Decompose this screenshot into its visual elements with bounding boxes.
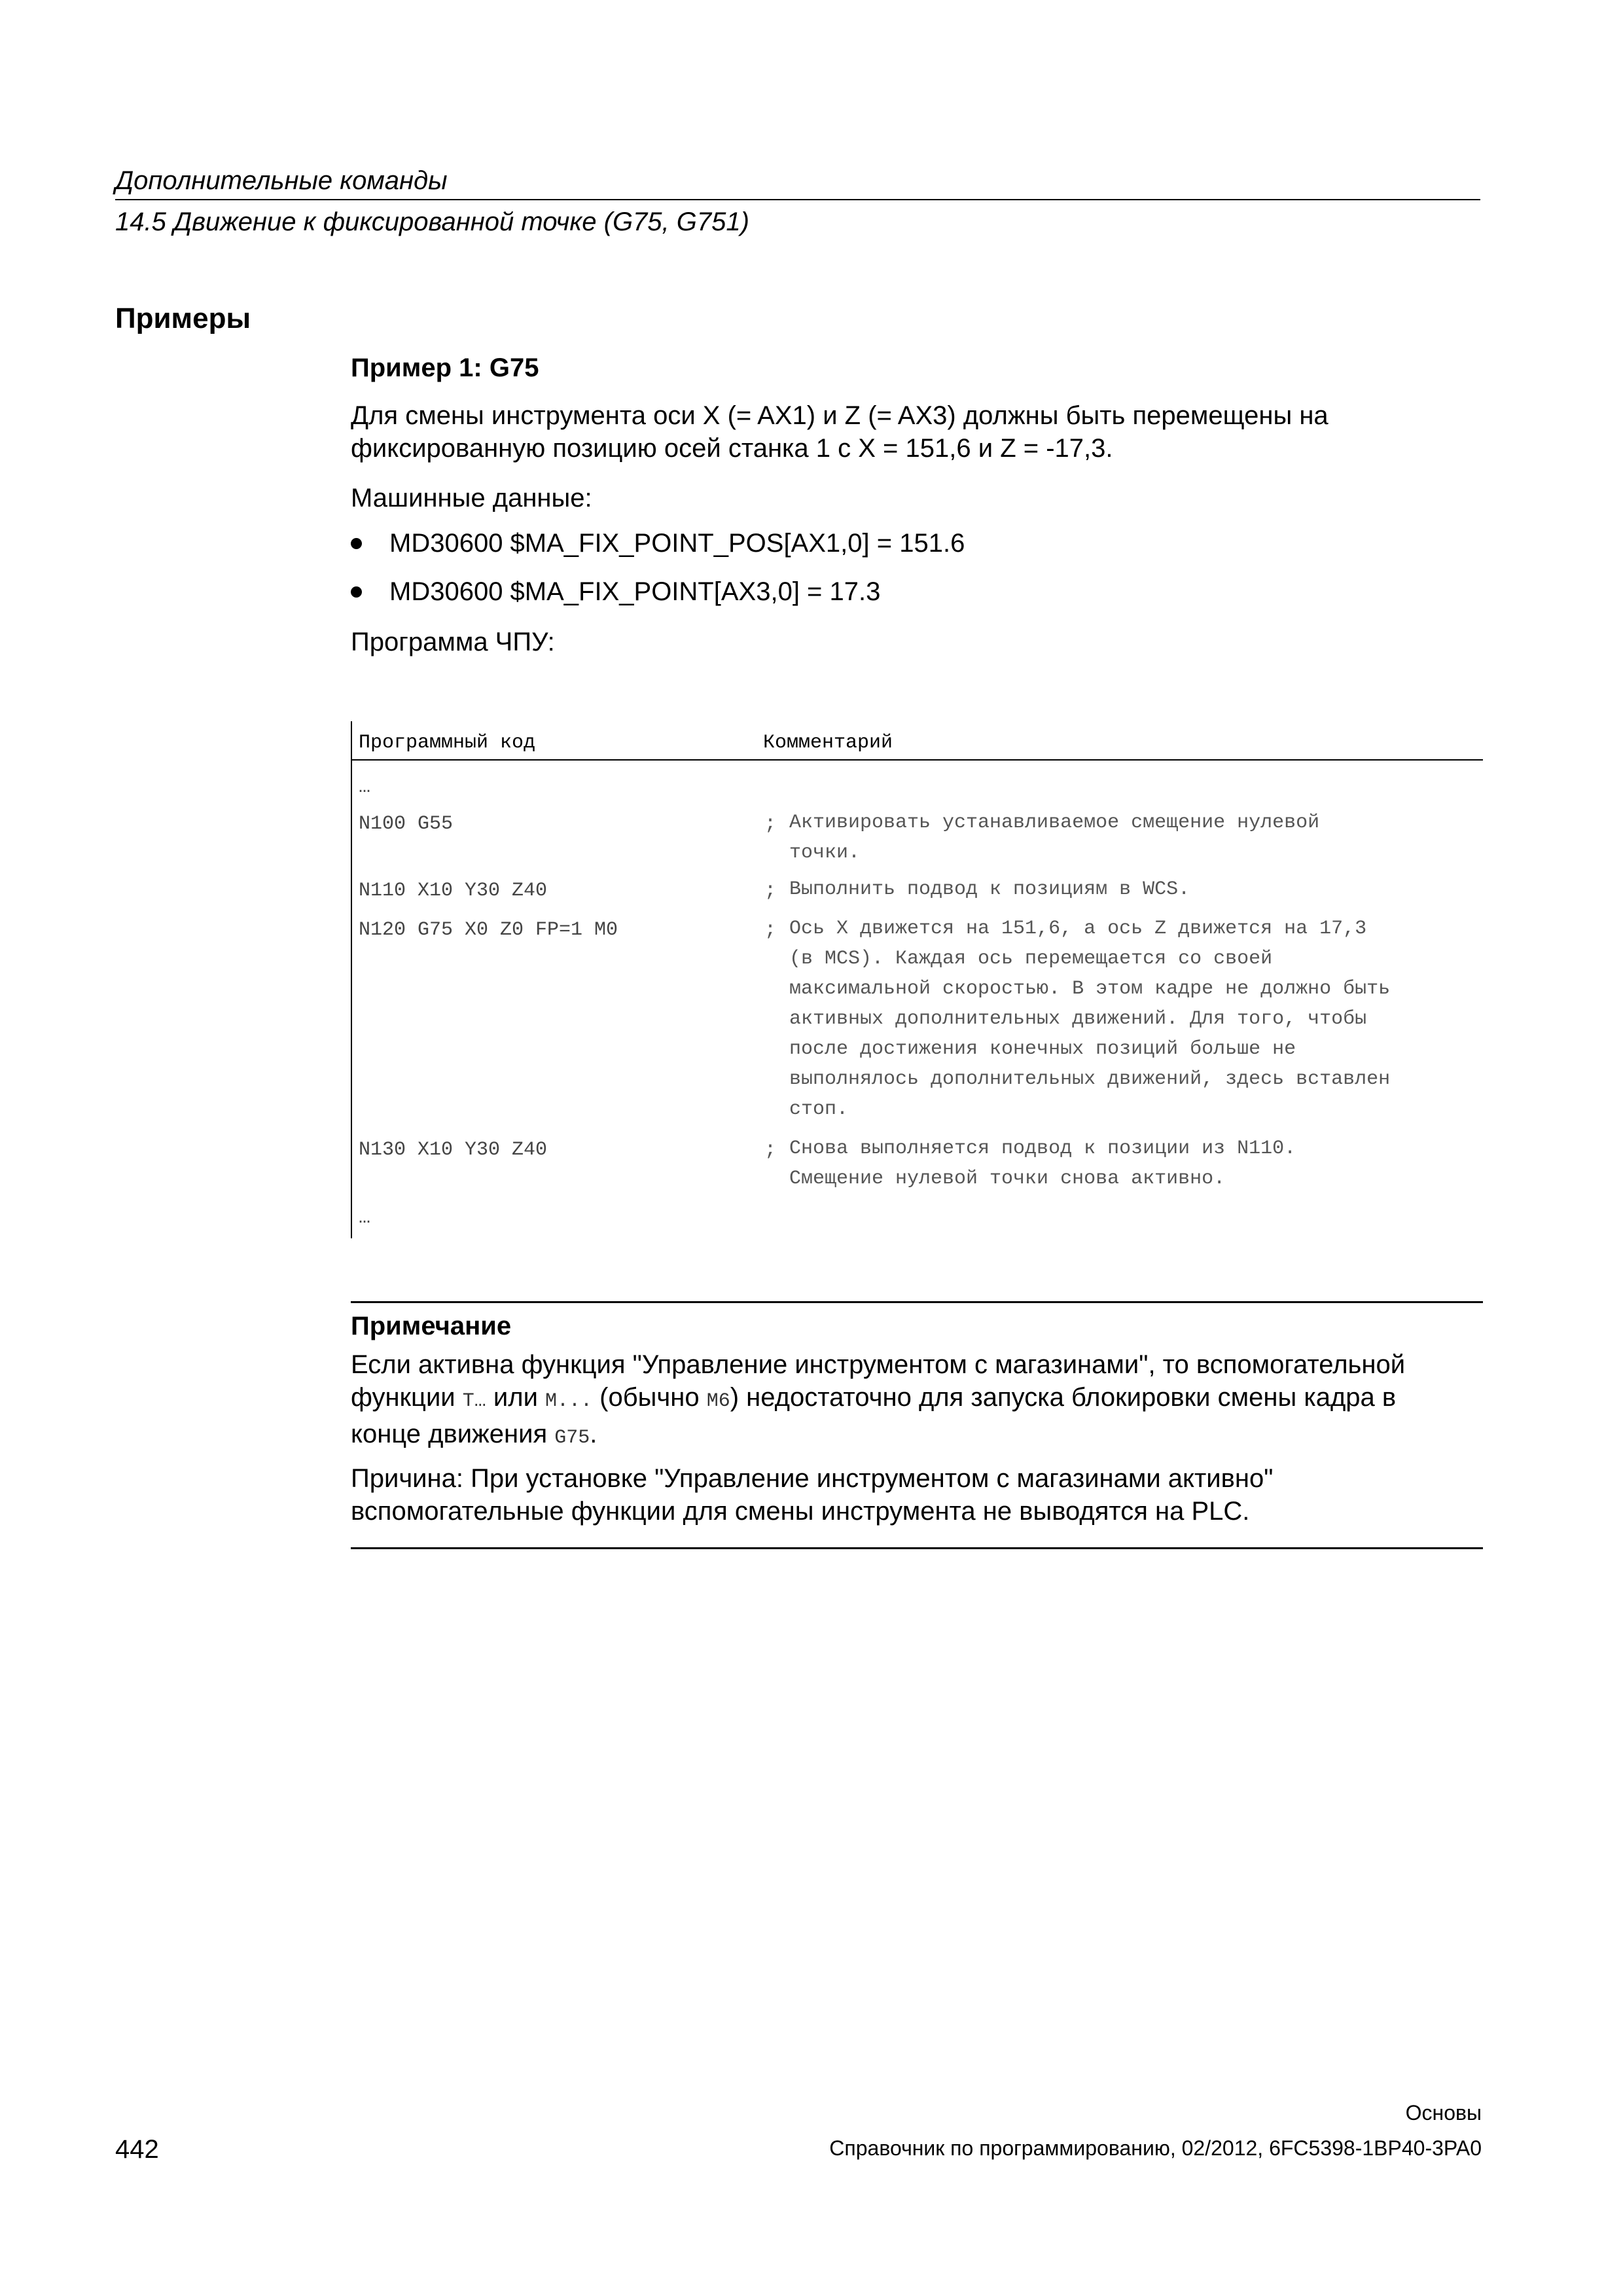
intro-paragraph bbox=[351, 399, 1489, 465]
page-number: 442 bbox=[115, 2135, 159, 2164]
code-line: N110 X10 Y30 Z40 bbox=[359, 880, 548, 902]
comment-line: Активировать устанавливаемое смещение нулевой bbox=[789, 812, 1320, 834]
comment-marker: ; bbox=[764, 880, 777, 902]
bullet-icon bbox=[351, 538, 362, 549]
comment-marker: ; bbox=[764, 1139, 777, 1161]
bullet-text: MD30600 $MA_FIX_POINT_POS[AX1,0] = 151.6 bbox=[389, 529, 965, 558]
code-comment bbox=[789, 914, 1390, 1124]
note-line: вспомогательные функции для смены инструмента не выводятся на PLC. bbox=[351, 1497, 1250, 1526]
note-line: Если активна функция "Управление инструментом с магазинами", то вспомогательной bbox=[351, 1350, 1406, 1379]
chapter-title: Дополнительные команды bbox=[115, 166, 448, 195]
code-line: N130 X10 Y30 Z40 bbox=[359, 1139, 548, 1161]
code-line: … bbox=[359, 776, 371, 798]
code-column-header: Программный код bbox=[359, 732, 536, 754]
list-item bbox=[351, 529, 965, 558]
note-line: Причина: При установке "Управление инструментом с магазинами активно" bbox=[351, 1464, 1274, 1493]
code-comment bbox=[789, 1134, 1296, 1194]
program-label: Программа ЧПУ: bbox=[351, 628, 555, 656]
example-title: Пример 1: G75 bbox=[351, 353, 539, 382]
note-title: Примечание bbox=[351, 1312, 512, 1340]
comment-marker: ; bbox=[764, 813, 777, 835]
code-table bbox=[351, 721, 1483, 1238]
section-title: 14.5 Движение к фиксированной точке (G75, G751) bbox=[115, 207, 749, 236]
code-line: N100 G55 bbox=[359, 813, 454, 835]
code-comment bbox=[789, 874, 1190, 905]
comment-line: после достижения конечных позиций больше не bbox=[789, 1038, 1296, 1060]
code-line: … bbox=[359, 1207, 371, 1229]
code-line: N120 G75 X0 Z0 FP=1 M0 bbox=[359, 919, 618, 941]
code-table-header-divider bbox=[351, 759, 1483, 761]
code-comment bbox=[789, 808, 1319, 868]
intro-line-2: фиксированную позицию осей станка 1 с X = 151,6 и Z = -17,3. bbox=[351, 434, 1113, 463]
comment-line: стоп. bbox=[789, 1098, 849, 1121]
intro-line-1: Для смены инструмента оси X (= AX1) и Z (= AX3) должны быть перемещены на bbox=[351, 401, 1329, 430]
note-bottom-divider bbox=[351, 1547, 1483, 1549]
note-line: функции T… или M... (обычно M6) недостаточно для запуска блокировки смены кадра в bbox=[351, 1383, 1397, 1412]
note-paragraph-1 bbox=[351, 1348, 1489, 1454]
note-paragraph-2 bbox=[351, 1462, 1489, 1528]
comment-line: (в MCS). Каждая ось перемещается со своей bbox=[789, 948, 1273, 970]
footer-book-title: Основы bbox=[1405, 2101, 1482, 2125]
page-heading: Примеры bbox=[115, 302, 251, 334]
comment-line: Ось X движется на 151,6, а ось Z движется на 17,3 bbox=[789, 918, 1367, 940]
header-divider bbox=[115, 199, 1480, 200]
comment-line: Выполнить подвод к позициям в WCS. bbox=[789, 878, 1190, 901]
comment-column-header: Комментарий bbox=[763, 732, 893, 754]
machine-data-label: Машинные данные: bbox=[351, 484, 592, 512]
comment-marker: ; bbox=[764, 919, 777, 941]
comment-line: максимальной скоростью. В этом кадре не должно быть bbox=[789, 978, 1391, 1000]
comment-line: Снова выполняется подвод к позиции из N110. bbox=[789, 1138, 1296, 1160]
bullet-icon bbox=[351, 586, 362, 598]
footer-reference: Справочник по программированию, 02/2012, 6FC5398-1BP40-3PA0 bbox=[829, 2136, 1482, 2160]
comment-line: активных дополнительных движений. Для того, чтобы bbox=[789, 1008, 1367, 1030]
code-table-left-border bbox=[351, 721, 352, 1238]
note-top-divider bbox=[351, 1301, 1483, 1303]
comment-line: точки. bbox=[789, 842, 861, 864]
bullet-text: MD30600 $MA_FIX_POINT[AX3,0] = 17.3 bbox=[389, 577, 881, 606]
comment-line: Смещение нулевой точки снова активно. bbox=[789, 1168, 1226, 1190]
comment-line: выполнялось дополнительных движений, здесь вставлен bbox=[789, 1068, 1391, 1090]
note-line: конце движения G75. bbox=[351, 1420, 597, 1449]
list-item bbox=[351, 577, 880, 607]
